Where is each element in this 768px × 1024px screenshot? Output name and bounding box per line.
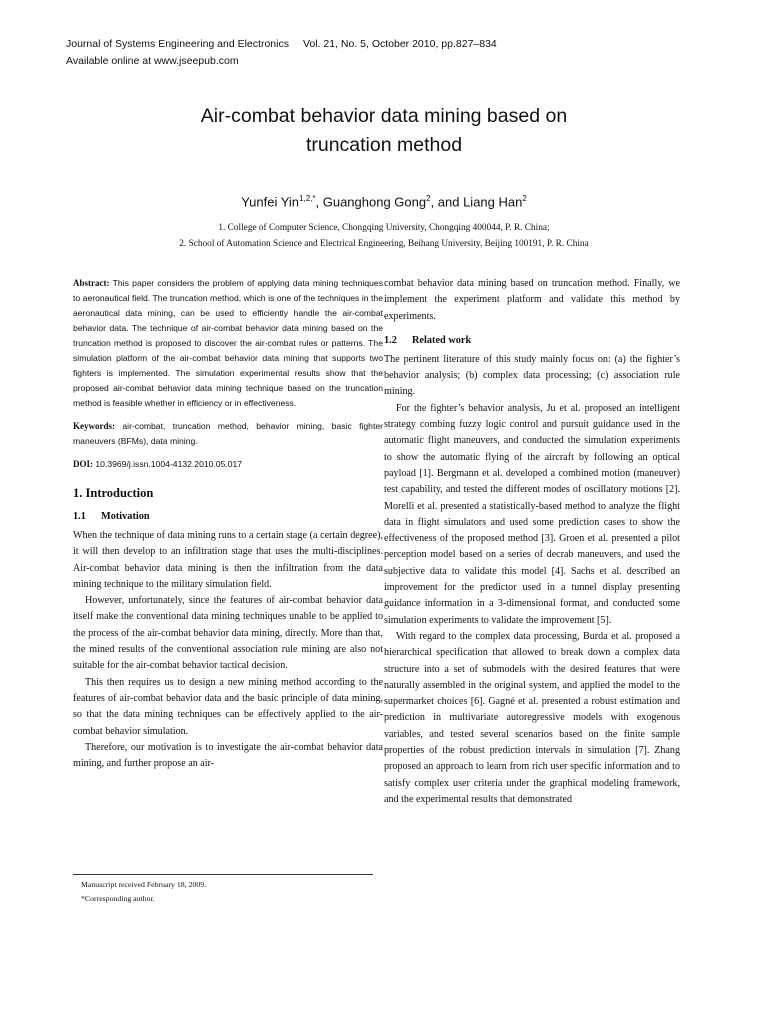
abstract: [73, 276, 383, 411]
author-1-affiliation: 1,2,*: [299, 194, 316, 203]
paragraph: When the technique of data mining runs to a certain stage (a certain degree), it will then develop to an infiltration stage that uses the multi-disciplines. Air-combat behavior data mining is then the infiltration from the data mining technique to the military simulation field.: [73, 530, 383, 590]
author-list: [0, 194, 768, 209]
title-block: [0, 102, 768, 252]
abstract-label: Abstract:: [73, 278, 110, 288]
subsection-heading-motivation: [73, 511, 383, 522]
keywords: [73, 419, 383, 449]
doi-label: DOI:: [73, 459, 93, 469]
journal-online-url: Available online at www.jseepub.com: [66, 55, 239, 67]
section-heading-introduction: 1. Introduction: [73, 486, 154, 500]
left-column: [73, 276, 383, 772]
abstract-text: This paper considers the problem of applying data mining techniques to aeronautical field. The truncation method, which is one of the techniques in the aeronautical data mining, can be used to efficiently handle the air-combat behavior data. The technique of air-combat behavior data mining based on the truncation method is proposed to discover the air-combat rules or patterns. The simulation platform of the air-combat behavior data mining that supports two fighters is implemented. The simulation experimental results show that the proposed air-combat behavior data mining technique based on the truncation method is feasible whether in efficiency or in effectiveness.: [73, 278, 384, 408]
author-3: , and Liang Han: [430, 194, 523, 210]
author-1: Yunfei Yin: [241, 194, 300, 210]
subsection-number: 1.1: [73, 511, 86, 522]
doi-text: 10.3969/j.issn.1004-4132.2010.05.017: [95, 459, 243, 469]
paragraph: However, unfortunately, since the features of air-combat behavior data itself make the conventional data mining techniques unable to be applied to the process of the air-combat behavior data mining, directly. More than that, the mined results of the conventional association rule mining are also not suitable for the air-combat behavior tactical decision.: [73, 595, 383, 672]
doi: [73, 457, 383, 472]
paragraph-continued: combat behavior data mining based on truncation method. Finally, we implement the experiment platform and validate this method by experiments.: [384, 278, 680, 322]
journal-citation-line: [66, 36, 686, 53]
right-column: [384, 276, 680, 808]
paragraph: With regard to the complex data processing, Burda et al. proposed a hierarchical specification that allowed to break down a complex data structure into a set of submodels with the desired features that were naturally assembled in the original system, and applied the model to the supermarket choices [6]. Gagné et al. presented a robust estimation and prediction in multivariate autoregressive models with exogenous variables, and tested several scenarios based on the finite sample properties of the robust prediction intervals in simulation [7]. Zhang proposed an approach to learn from rich user specific information and to satisfy complex user criteria under the graphical modeling framework, and the experimental results that demonstrated: [384, 630, 680, 805]
keywords-label: Keywords:: [73, 421, 115, 431]
subsection-number: 1.2: [384, 334, 397, 346]
journal-name: Journal of Systems Engineering and Electronics: [66, 38, 289, 50]
author-3-affiliation: 2: [522, 194, 527, 203]
keywords-text: air-combat, truncation method, behavior mining, basic fighter maneuvers (BFMs), data mining.: [73, 421, 383, 446]
author-2: , Guanghong Gong: [315, 194, 427, 210]
affiliations: [0, 220, 768, 252]
footnote-received: Manuscript received February 18, 2009.: [81, 880, 207, 889]
paper-title-line-1: Air-combat behavior data mining based on: [200, 105, 568, 127]
author-2-affiliation: 2: [426, 194, 431, 203]
footnotes: [73, 874, 373, 906]
subsection-heading-related-work: [384, 335, 680, 346]
paper-title: [0, 102, 768, 160]
affiliation-1: 1. College of Computer Science, Chongqing University, Chongqing 400044, P. R. China;: [218, 223, 550, 234]
subsection-title: Motivation: [101, 511, 150, 522]
paragraph: Therefore, our motivation is to investigate the air-combat behavior data mining, and further propose an air-: [73, 741, 383, 770]
paragraph: This then requires us to design a new mining method according to the features of air-combat behavior data and the basic principle of data mining, so that the data mining techniques can be effectively applied to the air-combat behavior simulation.: [73, 676, 383, 737]
paragraph: For the fighter’s behavior analysis, Ju et al. proposed an intelligent strategy combing fuzzy logic control and pursuit guidance used in the automatic flight maneuvers, and conducted the simulation experiments to show the automatic flying of the aircraft by following an optical payload [1]. Bergmann et al. developed a combined motion (maneuver) test capability, and tested the different modes of oscillatory motions [2]. Morelli et al. presented a statistically-based method to analyze the flight data in flight simulators and used some prediction cases to show the effectiveness of the proposed method [3]. Groen et al. presented a pilot perception model based on a series of decrab maneuvers, and used the subjective data to validate this model [4]. Sachs et al. described an improvement for the predictor used in a tunnel display presenting guidance information in a 3-dimensional format, and conducted some simulation experiments to validate the improvement [5].: [384, 402, 680, 626]
affiliation-2: 2. School of Automation Science and Electrical Engineering, Beihang University, Beijing 100191, P. R. China: [179, 239, 589, 250]
journal-volume: Vol. 21, No. 5, October 2010, pp.827–834: [302, 38, 497, 50]
footnote-corresponding: *Corresponding author.: [81, 894, 155, 903]
paragraph: The pertinent literature of this study mainly focus on: (a) the fighter’s behavior analysis; (b) complex data processing; (c) association rule mining.: [384, 353, 680, 398]
paper-title-line-2: truncation method: [305, 134, 463, 156]
journal-header: [66, 36, 686, 70]
subsection-title: Related work: [412, 334, 472, 346]
